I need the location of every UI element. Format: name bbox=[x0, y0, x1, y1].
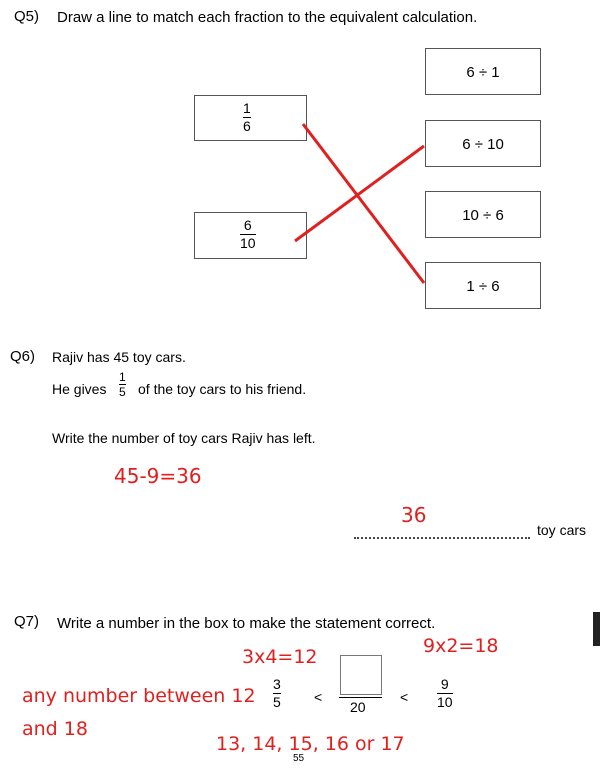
fraction-denominator: 5 bbox=[119, 385, 126, 399]
q6-line2-after: of the toy cars to his friend. bbox=[138, 381, 307, 397]
fraction-numerator: 1 bbox=[243, 100, 251, 116]
q7-right-fraction bbox=[437, 677, 453, 710]
q7-working-right: 9x2=18 bbox=[423, 635, 499, 657]
q7-box-denominator: 20 bbox=[350, 699, 366, 715]
fraction-denominator: 6 bbox=[243, 118, 251, 134]
q7-options: 13, 14, 15, 16 or 17 bbox=[216, 733, 405, 755]
q6-number: Q6) bbox=[10, 348, 36, 365]
fraction-bar bbox=[339, 697, 382, 698]
margin-bar bbox=[593, 612, 600, 646]
calc-label: 10 ÷ 6 bbox=[462, 207, 504, 224]
fraction-numerator: 3 bbox=[273, 676, 281, 692]
matching-lines bbox=[0, 0, 603, 330]
q5-prompt: Draw a line to match each fraction to the equivalent calculation. bbox=[57, 9, 478, 26]
q6-working: 45-9=36 bbox=[114, 464, 202, 488]
calc-label: 6 ÷ 1 bbox=[466, 64, 500, 81]
q6-answer: 36 bbox=[401, 503, 427, 527]
q7-mixed-fraction bbox=[273, 677, 281, 710]
q7-number: Q7) bbox=[14, 613, 40, 630]
fraction-denominator: 10 bbox=[437, 694, 453, 710]
match-line-1-6 bbox=[303, 124, 424, 283]
q7-answer-box[interactable] bbox=[340, 655, 382, 695]
fraction-numerator: 9 bbox=[440, 676, 449, 692]
q7-less-than-1: < bbox=[314, 689, 323, 705]
q6-line1: Rajiv has 45 toy cars. bbox=[52, 349, 186, 365]
q7-note-line2: and 18 bbox=[22, 718, 88, 740]
q7-less-than-2: < bbox=[400, 689, 409, 705]
q6-answer-line bbox=[354, 537, 530, 539]
match-line-6-10 bbox=[295, 146, 424, 241]
page-number: 55 bbox=[293, 753, 305, 764]
q6-fraction bbox=[119, 371, 126, 398]
q7-prompt: Write a number in the box to make the statement correct. bbox=[57, 615, 436, 632]
fraction-numerator: 6 bbox=[243, 217, 252, 233]
q7-working-left: 3x4=12 bbox=[242, 646, 318, 668]
q6-unit: toy cars bbox=[537, 522, 587, 538]
fraction-numerator: 1 bbox=[119, 370, 126, 384]
q6-line2-before: He gives bbox=[52, 381, 107, 397]
q6-instruction: Write the number of toy cars Rajiv has left. bbox=[52, 430, 316, 446]
calc-label: 1 ÷ 6 bbox=[466, 278, 500, 295]
q7-note-line1: any number between 12 bbox=[22, 685, 256, 707]
calc-label: 6 ÷ 10 bbox=[462, 136, 504, 153]
fraction-denominator: 5 bbox=[273, 694, 281, 710]
fraction-denominator: 10 bbox=[240, 235, 256, 251]
q5-number: Q5) bbox=[14, 8, 40, 25]
